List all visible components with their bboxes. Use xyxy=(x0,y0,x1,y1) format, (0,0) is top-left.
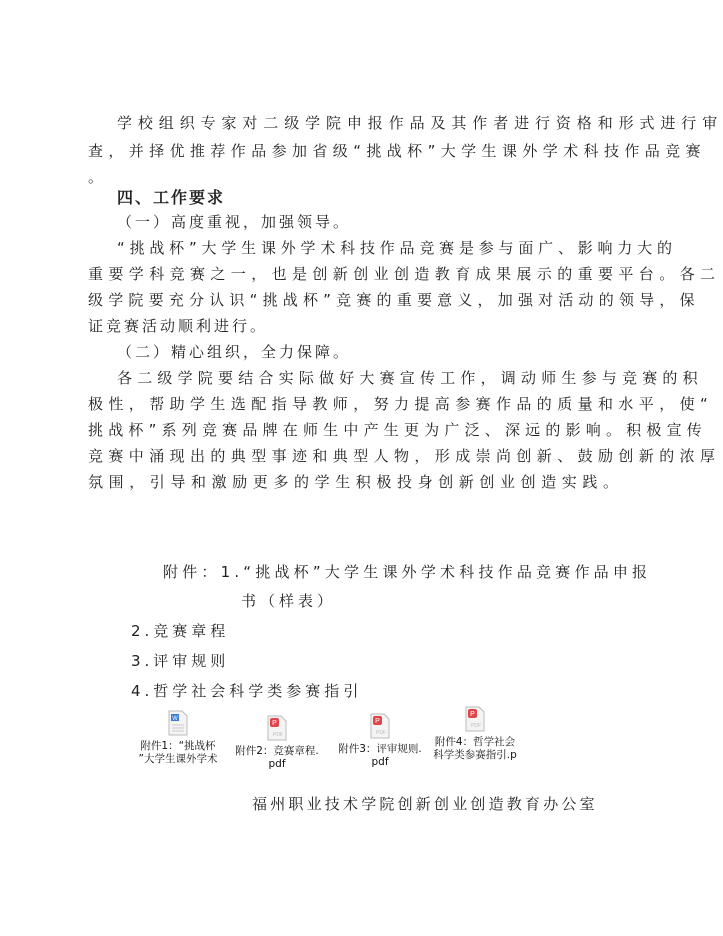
paragraph-line: 氛围，引导和激励更多的学生积极投身创新创业创造实践。 xyxy=(88,473,624,491)
pdf-file-icon xyxy=(465,706,485,732)
paragraph-line: 查，并择优推荐作品参加省级“挑战杯”大学生课外学术科技作品竞赛 xyxy=(88,142,706,160)
subheading: （二）精心组织，全力保障。 xyxy=(117,343,352,361)
attachment-list-item: 附件：1.“挑战杯”大学生课外学术科技作品竞赛作品申报 xyxy=(163,563,652,581)
svg-text:W: W xyxy=(172,716,178,722)
subheading: （一）高度重视，加强领导。 xyxy=(117,213,352,231)
paragraph-line: “挑战杯”大学生课外学术科技作品竞赛是参与面广、影响力大的 xyxy=(117,239,677,257)
paragraph-line: 各二级学院要结合实际做好大赛宣传工作，调动师生参与竞赛的积 xyxy=(117,369,703,387)
attachment-list-item: 4.哲学社会科学类参赛指引 xyxy=(131,682,363,700)
attachment-list-item: 3.评审规则 xyxy=(131,652,230,670)
section-heading: 四、工作要求 xyxy=(117,188,226,207)
attachment-name: pdf xyxy=(268,758,286,770)
paragraph-line: 竞赛中涌现出的典型事迹和典型人物，形成崇尚创新、鼓励创新的浓厚 xyxy=(88,447,721,465)
attachment-name: pdf xyxy=(371,756,389,768)
attachment-list-item: 2.竞赛章程 xyxy=(131,622,230,640)
paragraph-line: 学校组织专家对二级学院申报作品及其作者进行资格和形式进行审 xyxy=(117,114,723,132)
svg-text:PDF: PDF xyxy=(471,723,481,729)
attachment-name: 附件2：竞赛章程. xyxy=(235,745,319,757)
attachment-name: ”大学生课外学术 xyxy=(138,753,218,765)
paragraph-line: 挑战杯”系列竞赛品牌在师生中产生更为广泛、深远的影响。积极宣传 xyxy=(88,421,707,439)
paragraph-line: 级学院要充分认识“挑战杯”竞赛的重要意义，加强对活动的领导，保 xyxy=(88,291,700,309)
paragraph-line: 。 xyxy=(88,168,109,186)
attachment-file-word[interactable] xyxy=(133,710,223,766)
svg-text:PDF: PDF xyxy=(273,732,283,738)
attachment-name: 附件1：“挑战杯 xyxy=(140,740,216,752)
attachment-file-pdf[interactable] xyxy=(430,706,520,762)
attachment-file-pdf[interactable] xyxy=(232,715,322,771)
svg-text:PDF: PDF xyxy=(376,730,386,736)
attachment-name: 附件4：哲学社会 xyxy=(434,736,516,748)
attachment-name: 附件3：评审规则. xyxy=(338,743,422,755)
paragraph-line: 证竞赛活动顺利进行。 xyxy=(88,317,269,335)
signature: 福州职业技术学院创新创业创造教育办公室 xyxy=(252,795,598,813)
pdf-file-icon xyxy=(267,715,287,741)
paragraph-line: 极性，帮助学生选配指导教师，努力提高参赛作品的质量和水平，使“ xyxy=(88,395,714,413)
pdf-file-icon xyxy=(370,713,390,739)
paragraph-line: 重要学科竞赛之一，也是创新创业创造教育成果展示的重要平台。各二 xyxy=(88,265,721,283)
attachment-file-pdf[interactable] xyxy=(335,713,425,769)
word-file-icon xyxy=(168,710,188,736)
attachment-name: 科学类参赛指引.p xyxy=(433,749,517,761)
attachment-list-item: 书（样表） xyxy=(241,592,337,610)
svg-text:P: P xyxy=(375,718,380,725)
svg-text:P: P xyxy=(272,720,277,727)
svg-text:P: P xyxy=(470,711,475,718)
